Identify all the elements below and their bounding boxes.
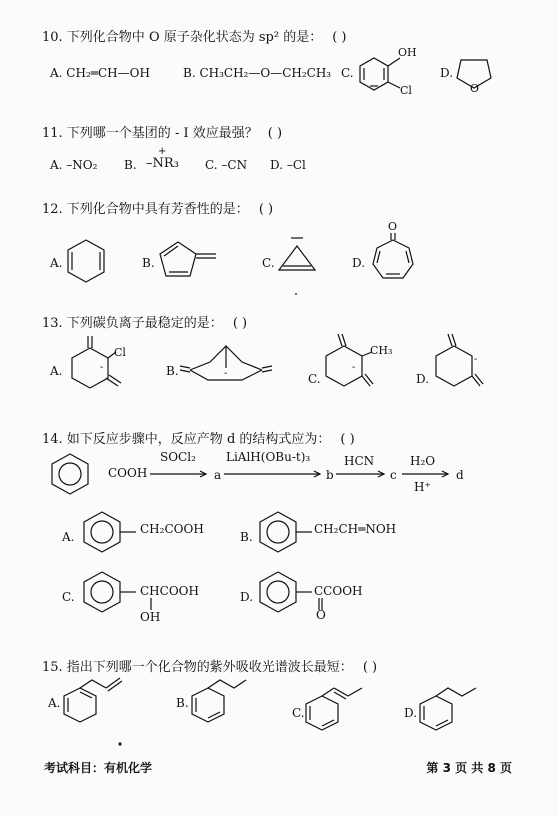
reaction-arrow-3 [336, 470, 388, 478]
answer-paren: ( ) [258, 202, 274, 217]
methyl-diketone-structure [316, 326, 396, 406]
reaction-arrow-2 [224, 470, 324, 478]
diene-15b-structure [190, 674, 260, 726]
option-12b-label: B. [142, 256, 155, 270]
question-10-text: 10. 下列化合物中 O 原子杂化状态为 sp² 的是： [42, 30, 323, 45]
option-14d-group: CCOOH [314, 584, 363, 598]
nr3-group: –NR₃ [146, 156, 179, 171]
reaction-arrow-1 [150, 470, 210, 478]
option-14a-label: A. [62, 530, 75, 544]
option-11b-group [146, 146, 179, 171]
benzene-ring-14c [80, 568, 136, 618]
footer-subject: 考试科目：有机化学 [44, 761, 153, 775]
question-15 [42, 656, 377, 675]
option-14c-oh: OH [140, 610, 161, 624]
question-13 [42, 312, 247, 331]
product-c: c [390, 468, 397, 482]
svg-text:-: - [224, 368, 228, 379]
stray-dot [118, 742, 122, 746]
question-14 [42, 428, 355, 447]
option-14c-label: C. [62, 590, 75, 604]
option-14a-group: CH₂COOH [140, 522, 204, 536]
option-14b-group: CH₂CH═NOH [314, 522, 397, 536]
product-d: d [456, 468, 464, 482]
option-14d-label: D. [240, 590, 254, 604]
triene-15c-structure [304, 682, 388, 732]
ch3-label: CH₃ [370, 344, 393, 357]
benzene-ring-14b [256, 508, 312, 558]
question-11-text: 11. 下列哪一个基团的 - I 效应最强？ [42, 126, 258, 141]
cyclopropene-cation-structure [275, 232, 323, 300]
option-10a: A. CH₂═CH—OH [50, 66, 150, 80]
question-13-text: 13. 下列碳负离子最稳定的是： [42, 316, 223, 331]
answer-paren: ( ) [267, 126, 283, 141]
cyclohexadiene-structure [64, 236, 112, 288]
option-15c-label: C. [292, 706, 305, 720]
oh-label: OH [398, 46, 417, 59]
option-13b-label: B. [166, 364, 179, 378]
option-14d-o: O [316, 608, 326, 622]
fulvene-structure [158, 236, 238, 286]
option-14c-group: CHCOOH [140, 584, 199, 598]
option-13c-label: C. [308, 372, 321, 386]
option-14b-label: B. [240, 530, 253, 544]
option-11a: A. –NO₂ [50, 158, 98, 172]
answer-paren: ( ) [232, 316, 248, 331]
reaction-arrow-4 [402, 470, 452, 478]
option-15b-label: B. [176, 696, 189, 710]
o-label: O [470, 82, 480, 95]
question-10 [42, 26, 346, 45]
question-11 [42, 122, 282, 141]
chlorophenol-structure [356, 46, 416, 96]
tropone-structure [368, 216, 418, 286]
option-11b-label: B. [124, 158, 137, 172]
option-10d-label: D. [440, 66, 454, 80]
option-12d-label: D. [352, 256, 366, 270]
answer-paren: ( ) [362, 660, 378, 675]
option-11c: C. –CN [205, 158, 248, 172]
svg-text:-: - [474, 354, 478, 365]
reagent-hplus: H⁺ [414, 480, 431, 494]
option-12c-label: C. [262, 256, 275, 270]
diene-15d-structure [418, 678, 494, 730]
thf-structure [455, 50, 495, 94]
footer-page-number: 第 3 页 共 8 页 [426, 761, 512, 775]
option-15d-label: D. [404, 706, 418, 720]
svg-text:-: - [352, 362, 356, 373]
answer-paren: ( ) [340, 432, 355, 447]
question-15-text: 15. 指出下列哪一个化合物的紫外吸收光谱波长最短： [42, 660, 353, 675]
start-cooh: COOH [108, 466, 148, 480]
cl-label: Cl [114, 346, 126, 359]
question-12 [42, 198, 273, 217]
option-10c-label: C. [341, 66, 354, 80]
benzene-ring-14a [80, 508, 136, 558]
question-12-text: 12. 下列化合物中具有芳香性的是： [42, 202, 249, 217]
oh-bond [148, 598, 154, 610]
benzoic-acid-ring [48, 450, 104, 500]
norbornanedione-structure [180, 332, 280, 392]
option-13a-label: A. [50, 364, 63, 378]
option-15a-label: A. [48, 696, 61, 710]
cl-label: Cl [400, 84, 412, 97]
chloro-diketone-structure [64, 330, 136, 406]
product-b: b [326, 468, 334, 482]
reagent-socl2: SOCl₂ [160, 450, 196, 464]
plus-sign: + [158, 146, 167, 157]
product-a: a [214, 468, 222, 482]
svg-text:-: - [100, 362, 104, 373]
reagent-hcn: HCN [344, 454, 375, 468]
diene-15a-structure [62, 674, 134, 726]
option-11d: D. –Cl [270, 158, 306, 172]
answer-paren: ( ) [332, 30, 347, 45]
option-13d-label: D. [416, 372, 430, 386]
option-12a-label: A. [50, 256, 63, 270]
benzene-ring-14d [256, 568, 312, 618]
reagent-h2o: H₂O [410, 454, 436, 468]
question-14-text: 14. 如下反应步骤中，反应产物 d 的结构式应为： [42, 432, 331, 447]
reagent-lialh: LiAlH(OBu-t)₃ [226, 450, 311, 464]
o-label: O [388, 220, 398, 233]
cyclohexanedione-structure [432, 326, 502, 404]
option-10b: B. CH₃CH₂—O—CH₂CH₃ [183, 66, 332, 80]
